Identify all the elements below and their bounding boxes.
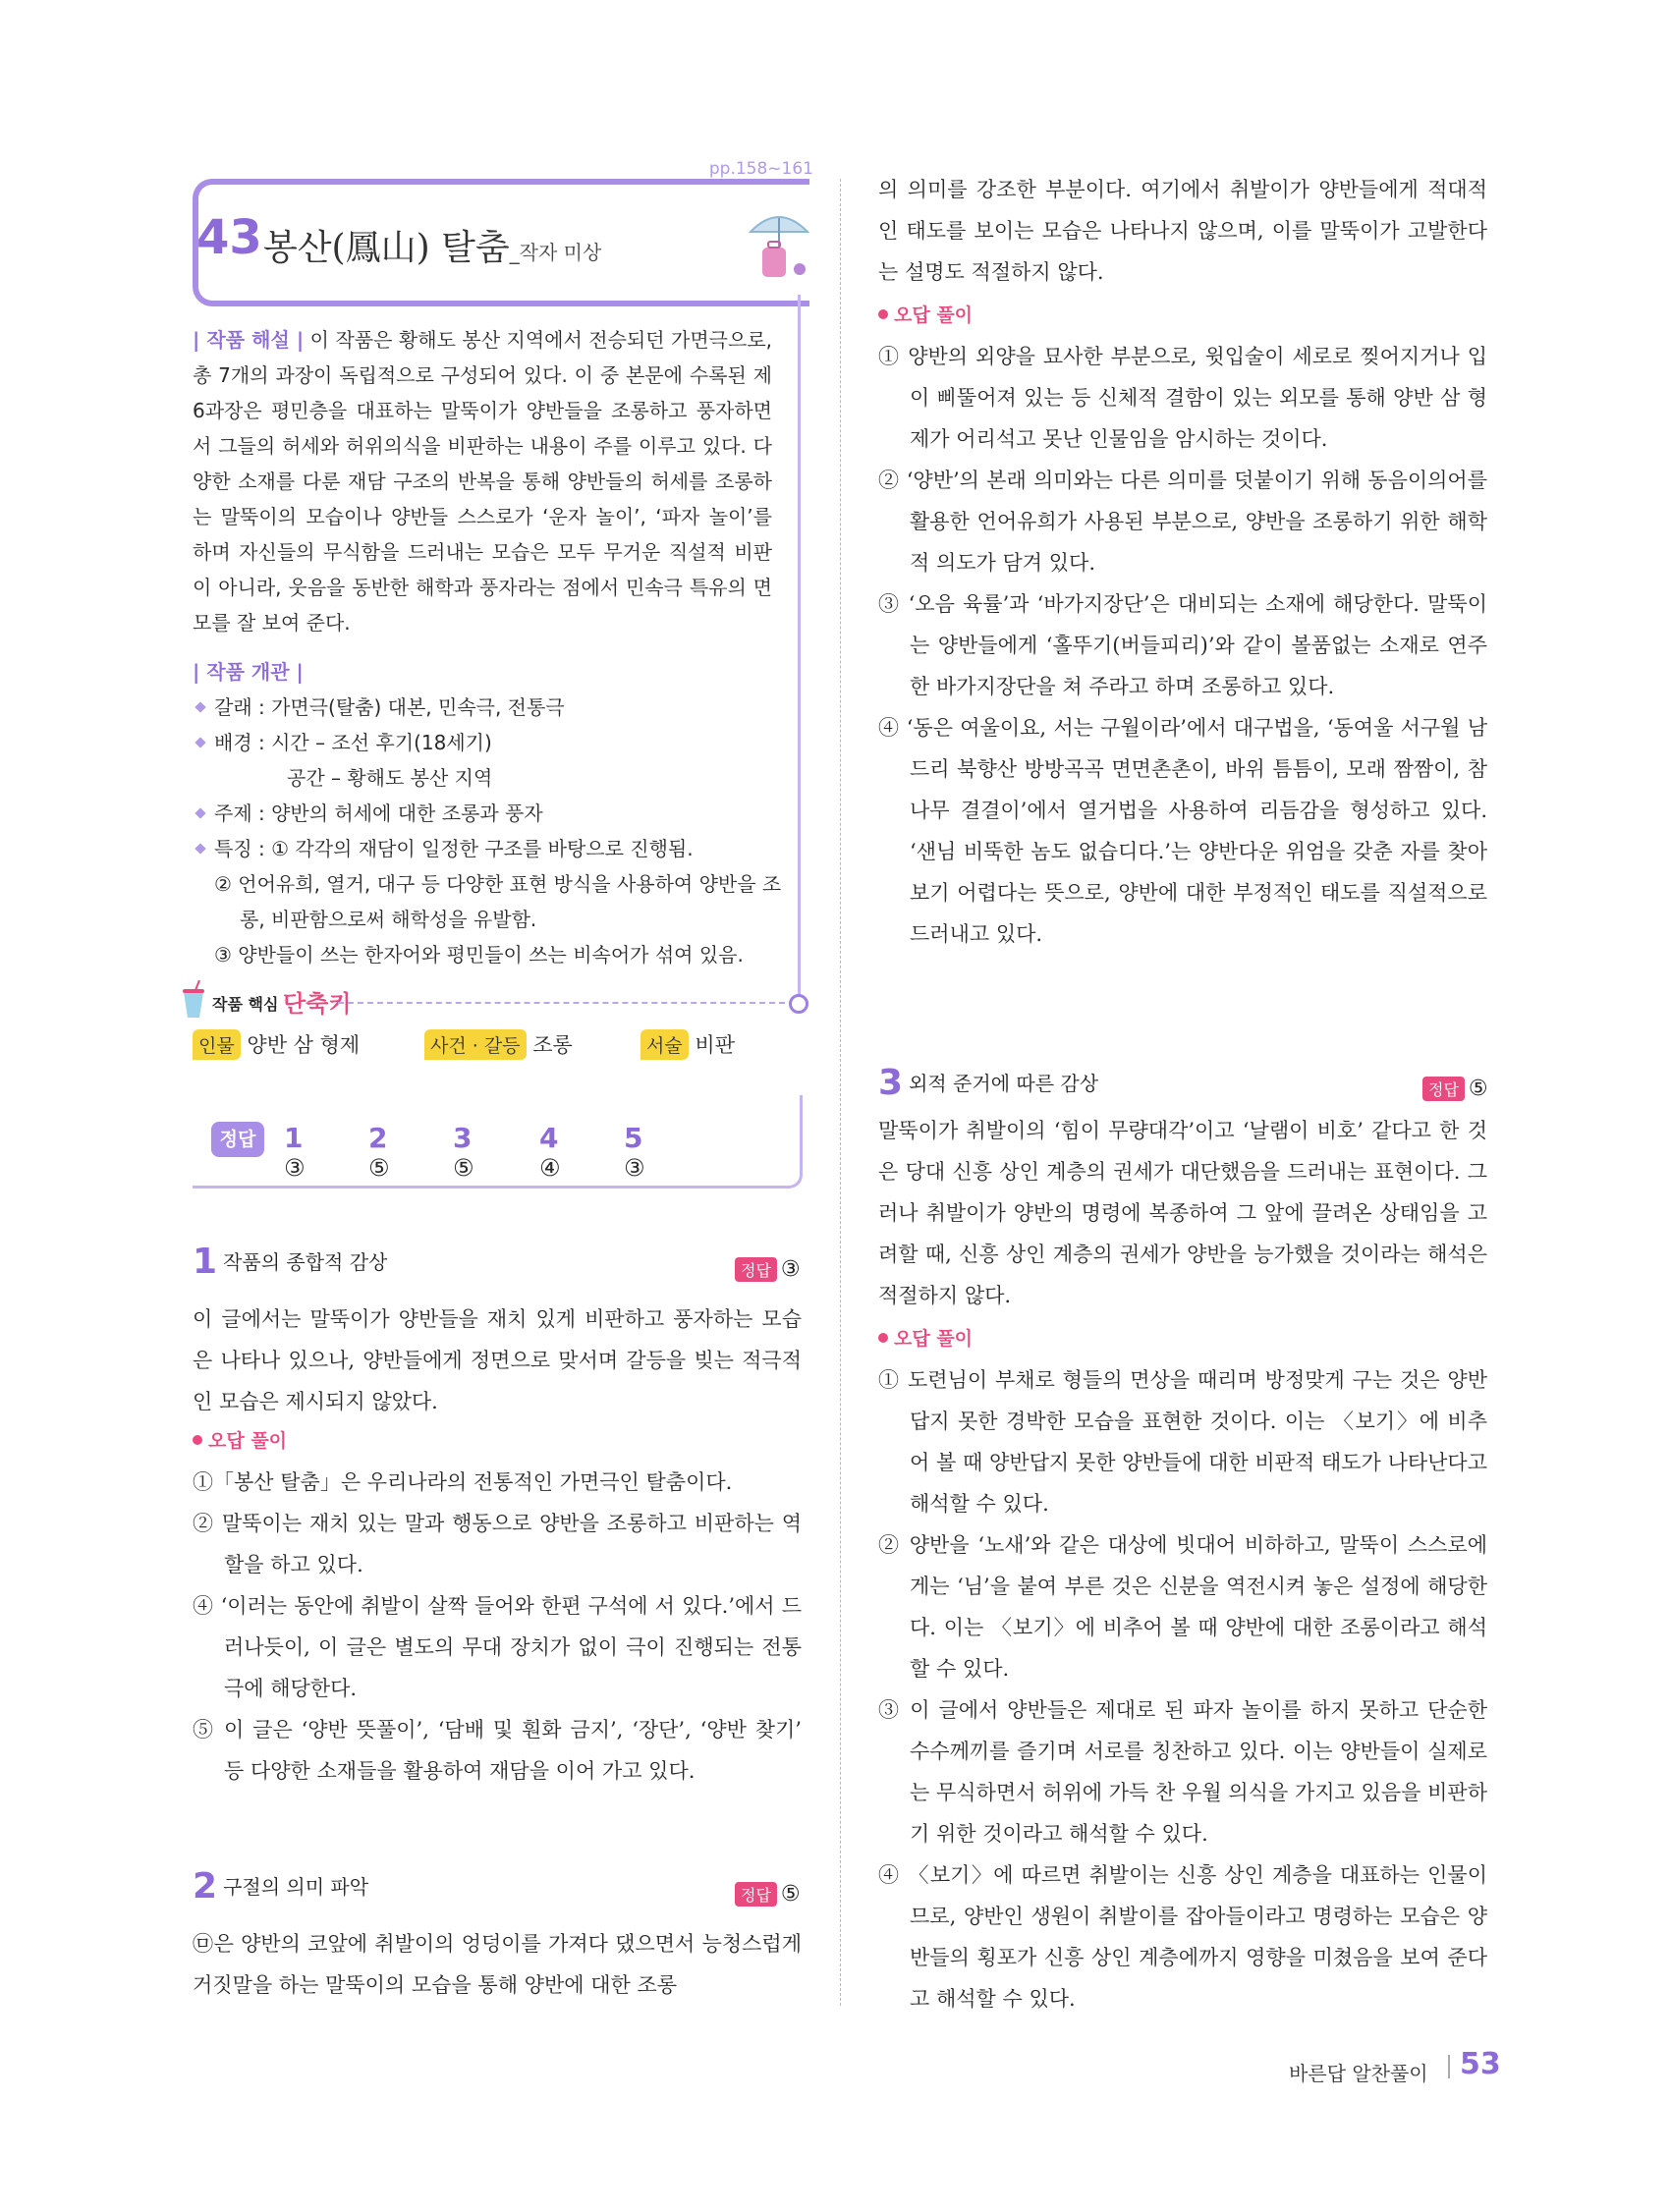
overview-item: 배경 : 시간 – 조선 후기(18세기) <box>193 725 782 760</box>
solution-item: ② 양반을 ‘노새’와 같은 대상에 빗대어 비하하고, 말뚝이 스스로에게는 ‘님’을 붙여 부른 것은 신분을 역전시켜 놓은 설정에 해당한다. 이는 〈보기〉에 비추어 볼 때 양반에 대한 조롱이라고 해석할 수 있다. <box>878 1533 1487 1681</box>
bullet-icon <box>195 843 205 854</box>
q1-body: 이 글에서는 말뚝이가 양반들을 재치 있게 비판하고 풍자하는 모습은 나타나 있으나, 양반들에게 정면으로 맞서며 갈등을 빚는 적극적인 모습은 제시되지 않았다. <box>193 1307 802 1413</box>
section-rail <box>798 295 801 1010</box>
q1-answer: 정답 ③ <box>735 1257 801 1282</box>
shortcut-title: 단축키 <box>283 990 352 1018</box>
solution-item: ① 양반의 외양을 묘사한 부분으로, 윗입술이 세로로 찢어지거나 입이 삐뚤어져 있는 등 신체적 결함이 있는 외모를 통해 양반 삼 형제가 어리석고 못난 인물임을 암시하는 것이다. <box>878 345 1487 451</box>
bullet-icon <box>878 1333 888 1343</box>
answer-item: 3 ⑤ <box>453 1122 474 1182</box>
answer-item: 1 ③ <box>284 1122 306 1182</box>
solution-item: ④ ‘동은 여울이요, 서는 구월이라’에서 대구법을, ‘동여울 서구월 남드리 북향산 방방곡곡 면면촌촌이, 바위 틈틈이, 모래 짬짬이, 참나무 결결이’에서 열거법을 사용하여 리듬감을 형성하고 있다. ‘샌님 비뚝한 놈도 없습디다.’는 양반다운 위엄을 갖춘 자를 찾아보기 어렵다는 뜻으로, 양반에 대한 부정적인 태도를 직설적으로 드러내고 있다. <box>878 716 1487 946</box>
bullet-icon <box>878 309 888 319</box>
answer-badge: 정답 <box>211 1122 264 1157</box>
q2-body-continued: 의 의미를 강조한 부분이다. 여기에서 취발이가 양반들에게 적대적인 태도를 보이는 모습은 나타나지 않으며, 이를 말뚝이가 고발한다는 설명도 적절하지 않다. <box>878 178 1487 284</box>
overview-label: | 작품 개관 | <box>193 660 304 684</box>
work-number: 43 <box>196 210 262 265</box>
solution-item: ⑤ 이 글은 ‘양반 뜻풀이’, ‘담배 및 훤화 금지’, ‘장단’, ‘양반 찾기’ 등 다양한 소재들을 활용하여 재담을 이어 가고 있다. <box>193 1718 802 1783</box>
overview-item: ② 언어유희, 열거, 대구 등 다양한 표현 방식을 사용하여 양반을 조 <box>214 872 782 896</box>
answer-item: 4 ④ <box>539 1122 561 1182</box>
work-title: 봉산(鳳山) 탈춤_작자 미상 <box>263 228 602 268</box>
shortcut-narration: 서술 비판 <box>641 1029 735 1060</box>
overview-list <box>193 690 782 972</box>
solution-item: ① 도련님이 부채로 형들의 면상을 때리며 방정맞게 구는 것은 양반답지 못한 경박한 모습을 표현한 것이다. 이는 〈보기〉에 비추어 볼 때 양반답지 못한 양반들에 대한 비판적 태도가 나타난다고 해석할 수 있다. <box>878 1368 1487 1516</box>
overview-item: 롱, 비판함으로써 해학성을 유발함. <box>240 908 537 931</box>
bullet-icon <box>195 737 205 747</box>
solution-item: ② 말뚝이는 재치 있는 말과 행동으로 양반을 조롱하고 비판하는 역할을 하고 있다. <box>193 1512 802 1576</box>
umbrella-suitcase-icon <box>745 202 813 281</box>
overview-item: 공간 – 황해도 봉산 지역 <box>287 766 493 790</box>
work-header <box>193 159 813 306</box>
shortcut-conflict: 사건 · 갈등 조롱 <box>424 1029 573 1060</box>
bullet-icon <box>193 1435 202 1445</box>
commentary-text: 이 작품은 황해도 봉산 지역에서 전승되던 가면극으로, 총 7개의 과장이 독립적으로 구성되어 있다. 이 중 본문에 수록된 제6과장은 평민층을 대표하는 말뚝이가 양반들을 조롱하고 풍자하면서 그들의 허세와 허위의식을 비판하는 내용이 주를 이루고 있다. 다양한 소재를 다룬 재담 구조의 반복을 통해 양반들의 허세를 조롱하는 말뚝이의 모습이나 양반들 스스로가 ‘운자 놀이’, ‘파자 놀이’를 하며 자신들의 무식함을 드러내는 모습은 모두 무거운 직설적 비판이 아니라, 웃음을 동반한 해학과 풍자라는 점에서 민속극 특유의 면모를 잘 보여 준다. <box>193 328 773 635</box>
page-number: 53 <box>1460 2047 1501 2081</box>
q3-body: 말뚝이가 취발이의 ‘힘이 무량대각’이고 ‘날램이 비호’ 같다고 한 것은 당대 신흥 상인 계층의 권세가 대단했음을 드러내는 표현이다. 그러나 취발이가 양반의 명령에 복종하여 그 앞에 끌려온 상태임을 고려할 때, 신흥 상인 계층의 권세가 양반을 능가했을 것이라는 해석은 적절하지 않다. <box>878 1119 1487 1307</box>
shortcut-divider <box>338 1002 785 1004</box>
footer-label: 바른답 알찬풀이 <box>1289 2062 1428 2085</box>
commentary <box>193 322 772 640</box>
bullet-icon <box>195 701 205 712</box>
work-author: _작자 미상 <box>509 241 602 264</box>
solution-item: ③ ‘오음 육률’과 ‘바가지장단’은 대비되는 소재에 해당한다. 말뚝이는 양반들에게 ‘홀뚜기(버들피리)’와 같이 볼품없는 소재로 연주한 바가지장단을 쳐 주라고 하며 조롱하고 있다. <box>878 592 1487 698</box>
q1-solutions <box>193 1462 802 1792</box>
shortcut-header <box>181 980 795 1020</box>
q2-answer: 정답 ⑤ <box>735 1882 801 1907</box>
bullet-icon <box>195 807 205 818</box>
answer-item: 2 ⑤ <box>368 1122 390 1182</box>
overview-item: 주제 : 양반의 허세에 대한 조롱과 풍자 <box>193 796 782 831</box>
commentary-label: | 작품 해설 | <box>193 328 305 352</box>
q3-answer: 정답 ⑤ <box>1422 1077 1488 1101</box>
overview-item: 특징 : ① 각각의 재담이 일정한 구조를 바탕으로 진행됨. <box>193 831 782 866</box>
q2-solutions <box>878 336 1487 955</box>
answer-item: 5 ③ <box>624 1122 645 1182</box>
q1-heading: 1 작품의 종합적 감상 <box>193 1242 388 1282</box>
shortcut-character: 인물 양반 삼 형제 <box>193 1029 360 1060</box>
q2-heading: 2 구절의 의미 파악 <box>193 1866 369 1907</box>
solution-item: ③ 이 글에서 양반들은 제대로 된 파자 놀이를 하지 못하고 단순한 수수께끼를 즐기며 서로를 칭찬하고 있다. 이는 양반들이 실제로는 무식하면서 허위에 가득 찬 우월 의식을 가지고 있음을 비판하기 위한 것이라고 해석할 수 있다. <box>878 1698 1487 1846</box>
q2-body-start: ㉤은 양반의 코앞에 취발이의 엉덩이를 가져다 댔으면서 능청스럽게 거짓말을 하는 말뚝이의 모습을 통해 양반에 대한 조롱 <box>193 1932 802 1997</box>
solution-item: ④ 〈보기〉에 따르면 취발이는 신흥 상인 계층을 대표하는 인물이므로, 양반인 생원이 취발이를 잡아들이라고 명령하는 모습은 양반들의 횡포가 신흥 상인 계층에까지 영향을 미쳤음을 보여 준다고 해석할 수 있다. <box>878 1863 1487 2011</box>
q3-solutions <box>878 1359 1487 2019</box>
overview-item: ③ 양반들이 쓰는 한자어와 평민들이 쓰는 비속어가 섞여 있음. <box>214 943 744 967</box>
solution-item: ①「봉산 탈춤」은 우리나라의 전통적인 가면극인 탈춤이다. <box>193 1470 733 1494</box>
drink-cup-icon <box>181 980 206 1020</box>
solution-item: ④ ‘이러는 동안에 취발이 살짝 들어와 한편 구석에 서 있다.’에서 드러나듯이, 이 글은 별도의 무대 장치가 없이 극이 진행되는 전통극에 해당한다. <box>193 1594 802 1700</box>
solution-item: ② ‘양반’의 본래 의미와는 다른 의미를 덧붙이기 위해 동음이의어를 활용한 언어유희가 사용된 부분으로, 양반을 조롱하기 위한 해학적 의도가 담겨 있다. <box>878 469 1487 575</box>
overview-item: 갈래 : 가면극(탈춤) 대본, 민속극, 전통극 <box>193 690 782 725</box>
column-divider <box>840 179 841 2006</box>
q2-error-label: 오답 풀이 <box>878 301 973 327</box>
q3-error-label: 오답 풀이 <box>878 1324 973 1351</box>
q1-error-label: 오답 풀이 <box>193 1426 287 1453</box>
page-range: pp.158~161 <box>708 159 813 179</box>
q3-heading: 3 외적 준거에 따른 감상 <box>878 1063 1099 1103</box>
shortcut-label: 작품 핵심 <box>212 995 279 1014</box>
footer-divider <box>1448 2055 1450 2078</box>
